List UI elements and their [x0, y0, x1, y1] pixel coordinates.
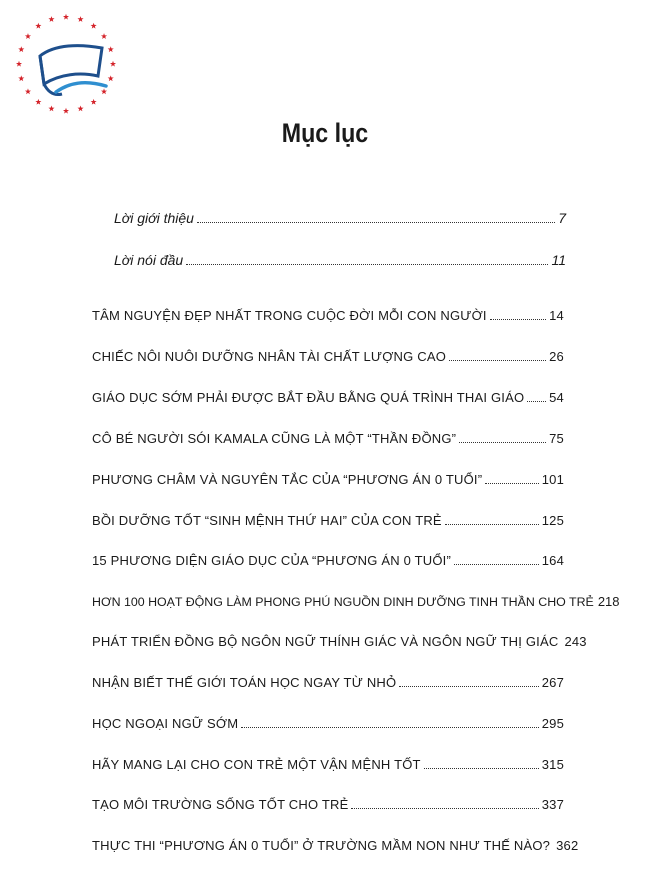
page-title: Mục lục — [281, 118, 369, 148]
toc-entry-page: 218 — [597, 594, 620, 609]
dot-leader — [399, 685, 538, 687]
star-icon — [101, 88, 107, 94]
dot-leader — [445, 523, 539, 525]
toc-entry-page: 7 — [558, 210, 566, 226]
toc-entry — [92, 675, 564, 690]
toc-entry-page: 315 — [541, 757, 564, 772]
toc-entry-intro — [114, 210, 566, 226]
star-icon — [108, 46, 114, 52]
toc-entry-label: 15 PHƯƠNG DIỆN GIÁO DỤC CỦA “PHƯƠNG ÁN 0 TUỔI” — [92, 553, 452, 568]
dot-leader — [424, 767, 539, 769]
star-icon — [91, 23, 97, 29]
toc-entry-page: 267 — [541, 675, 564, 690]
toc-entry-label: HÃY MANG LẠI CHO CON TRẺ MỘT VẬN MỆNH TỐT — [92, 757, 421, 772]
star-icon — [77, 16, 83, 22]
star-icon — [63, 14, 69, 20]
toc-entry-label: Lời nói đầu — [114, 252, 184, 268]
dot-leader — [459, 441, 546, 443]
toc-entry-label: GIÁO DỤC SỚM PHẢI ĐƯỢC BẮT ĐẦU BẰNG QUÁ TRÌNH THAI GIÁO — [92, 390, 525, 405]
toc-entry-page: 54 — [549, 390, 564, 405]
star-icon — [108, 75, 114, 81]
star-icon — [63, 108, 69, 114]
toc-entry-label: CÔ BÉ NGƯỜI SÓI KAMALA CŨNG LÀ MỘT “THẦN ĐỒNG” — [92, 431, 457, 446]
dot-leader — [485, 482, 538, 484]
toc-entry-label: THỰC THI “PHƯƠNG ÁN 0 TUỔI” Ở TRƯỜNG MẦM NON NHƯ THẾ NÀO? — [92, 838, 551, 853]
toc-entry-label: PHÁT TRIỂN ĐỒNG BỘ NGÔN NGỮ THÍNH GIÁC VÀ NGÔN NGỮ THỊ GIÁC — [92, 634, 559, 649]
star-icon — [110, 61, 116, 67]
star-icon — [16, 61, 22, 67]
toc-entry-label: PHƯƠNG CHÂM VÀ NGUYÊN TẮC CỦA “PHƯƠNG ÁN 0 TUỔI” — [92, 472, 483, 487]
toc-entry — [92, 349, 564, 364]
toc-entry-page: 164 — [541, 553, 564, 568]
toc-entry — [92, 390, 564, 405]
toc-entry-page: 362 — [556, 838, 579, 853]
toc-entry-label: NHẬN BIẾT THẾ GIỚI TOÁN HỌC NGAY TỪ NHỎ — [92, 675, 397, 690]
dot-leader — [241, 726, 538, 728]
star-icon — [25, 88, 31, 94]
dot-leader — [449, 359, 546, 361]
star-icon — [77, 106, 83, 112]
toc-entry — [92, 716, 564, 731]
toc-entry-label: Lời giới thiệu — [114, 210, 194, 226]
toc-entry — [92, 513, 564, 528]
star-icon — [18, 75, 24, 81]
dot-leader — [351, 807, 538, 809]
toc-entry-label: TÂM NGUYỆN ĐẸP NHẤT TRONG CUỘC ĐỜI MỖI CON NGƯỜI — [92, 308, 487, 323]
star-icon — [91, 99, 97, 105]
toc-entry — [92, 431, 564, 446]
toc-entry-label: HỌC NGOẠI NGỮ SỚM — [92, 716, 239, 731]
toc-entry — [92, 594, 620, 609]
star-icon — [25, 33, 31, 39]
toc-entry — [92, 553, 564, 568]
toc-entry-page: 14 — [549, 308, 564, 323]
star-icon — [48, 106, 54, 112]
star-icon — [101, 33, 107, 39]
open-book-stars-icon — [10, 8, 130, 118]
toc-entry — [92, 634, 587, 649]
toc-entry — [92, 797, 564, 812]
toc-entry — [92, 757, 564, 772]
toc-entry — [92, 472, 564, 487]
toc-entry-label: BỒI DƯỠNG TỐT “SINH MỆNH THỨ HAI” CỦA CON TRẺ — [92, 513, 442, 528]
toc-entry-preface — [114, 252, 566, 268]
dot-leader — [454, 563, 539, 565]
dot-leader — [186, 263, 548, 265]
toc-entry-label: TẠO MÔI TRƯỜNG SỐNG TỐT CHO TRẺ — [92, 797, 349, 812]
toc-entry-page: 243 — [564, 634, 587, 649]
toc-entry-label: CHIẾC NÔI NUÔI DƯỠNG NHÂN TÀI CHẤT LƯỢNG CAO — [92, 349, 447, 364]
star-icon — [48, 16, 54, 22]
toc-entry-label: HƠN 100 HOẠT ĐỘNG LÀM PHONG PHÚ NGUỒN DINH DƯỠNG TINH THẦN CHO TRẺ — [92, 595, 594, 609]
toc-entry-page: 125 — [541, 513, 564, 528]
toc-entry — [92, 308, 564, 323]
toc-entry-page: 11 — [551, 252, 566, 268]
toc-entry — [92, 838, 579, 853]
dot-leader — [527, 400, 546, 402]
toc-entry-page: 101 — [541, 472, 564, 487]
dot-leader — [490, 318, 546, 320]
star-icon — [35, 99, 41, 105]
dot-leader — [197, 221, 555, 223]
toc-entry-page: 337 — [541, 797, 564, 812]
toc-entry-page: 75 — [549, 431, 564, 446]
toc-entry-page: 26 — [549, 349, 564, 364]
toc-entry-page: 295 — [541, 716, 564, 731]
star-icon — [35, 23, 41, 29]
star-icon — [18, 46, 24, 52]
